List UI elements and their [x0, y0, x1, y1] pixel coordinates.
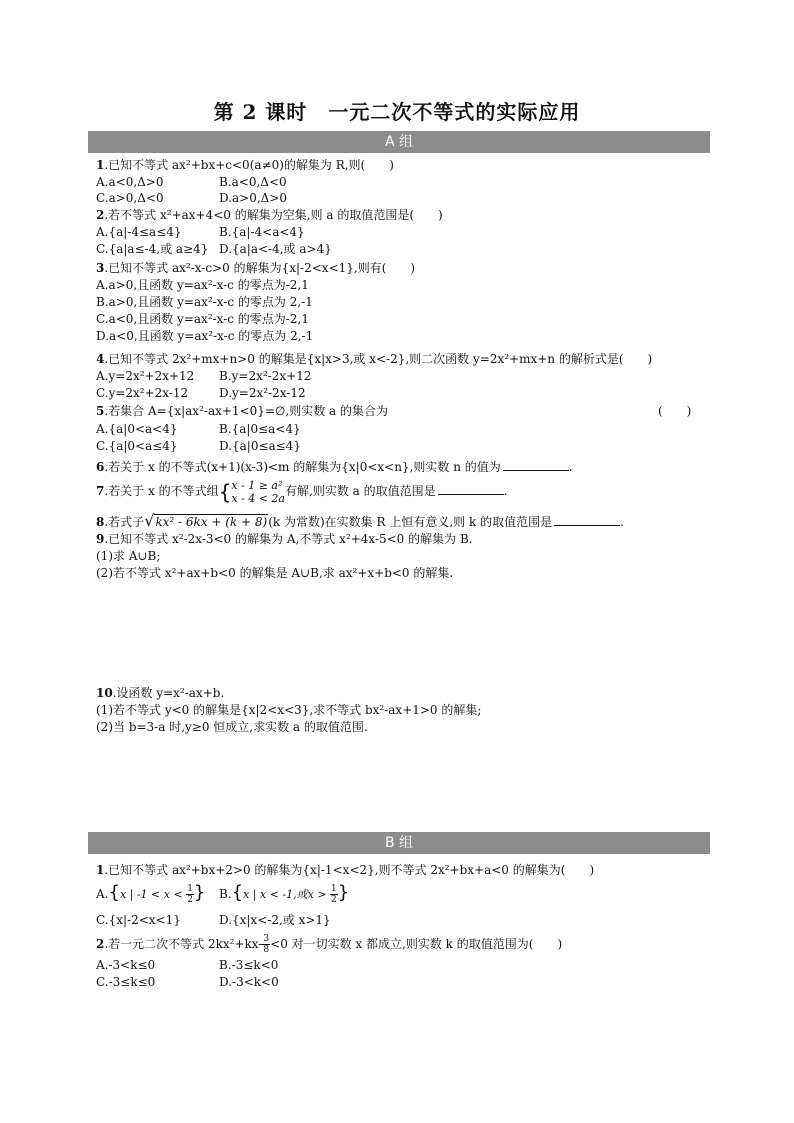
a-q6-stem: [96, 459, 573, 475]
a-q4-num: 4: [96, 352, 105, 366]
a-q7-pre: .若关于 x 的不等式组: [104, 484, 219, 498]
a-q1-option-c: C.a>0,Δ<0: [96, 191, 164, 205]
a-q5-option-a: A.{a|0<a<4}: [96, 422, 178, 436]
a-q7-row1: x - 1 ≥ a²: [231, 478, 283, 492]
a-q7-num: 7: [96, 484, 105, 498]
b-q1-option-b-frac-den: 2: [331, 895, 337, 905]
a-q8-stem: [96, 511, 624, 533]
a-q7-stem: [96, 474, 507, 508]
a-q1-option-d: D.a>0,Δ>0: [219, 191, 288, 205]
a-q2-option-c: C.{a|a≤-4,或 a≥4}: [96, 242, 209, 256]
a-q1-text: .已知不等式 ax²+bx+c<0(a≠0)的解集为 R,则( ): [104, 158, 394, 172]
a-q10-part1: (1)若不等式 y<0 的解集是{x|2<x<3},求不等式 bx²-ax+1>0 的解集;: [96, 703, 482, 717]
a-q1-option-a: A.a<0,Δ>0: [96, 175, 164, 189]
b-q1-num: 1: [96, 863, 105, 877]
a-q3-stem: [96, 260, 415, 276]
b-q1-option-b-left-brace: {: [231, 882, 244, 903]
a-q9-text: .已知不等式 x²-2x-3<0 的解集为 A,不等式 x²+4x-5<0 的解集为 B.: [104, 532, 473, 546]
a-q10-stem: [96, 685, 224, 701]
b-q1-option-b-label: B.: [219, 887, 232, 901]
a-q4-option-a: A.y=2x²+2x+12: [96, 369, 195, 383]
b-q1-option-b-right-brace: }: [337, 882, 350, 903]
a-q2-option-a: A.{a|-4≤a≤4}: [96, 225, 182, 239]
b-q2-option-a: A.-3<k≤0: [96, 958, 156, 972]
a-q6-answer-blank: [503, 459, 569, 471]
group-b-banner: B 组: [88, 832, 710, 854]
b-q2-text-post: <0 对一切实数 x 都成立,则实数 k 的取值范围为( ): [270, 937, 563, 951]
a-q6-end: .: [568, 460, 573, 474]
a-q3-text: .已知不等式 ax²-x-c>0 的解集为{x|-2<x<1},则有( ): [104, 261, 416, 275]
a-q6-text: .若关于 x 的不等式(x+1)(x-3)<m 的解集为{x|0<x<n},则实数 n 的值为: [104, 460, 501, 474]
b-q2-stem: [96, 932, 562, 956]
a-q4-option-c: C.y=2x²+2x-12: [96, 386, 189, 400]
b-q2-fraction: [262, 934, 270, 955]
a-q3-option-d: D.a<0,且函数 y=ax²-x-c 的零点为 2,-1: [96, 329, 314, 343]
b-q1-option-a-frac-num: 1: [187, 884, 193, 894]
a-q2-stem: [96, 207, 443, 223]
a-q8-num: 8: [96, 515, 105, 529]
b-q1-option-b-set: x | x < -1,或x >: [243, 888, 331, 901]
a-q5-text: .若集合 A={x|ax²-ax+1<0}=∅,则实数 a 的集合为: [104, 404, 388, 418]
a-q8-post: (k 为常数)在实数集 R 上恒有意义,则 k 的取值范围是: [268, 515, 553, 529]
a-q9-num: 9: [96, 532, 105, 546]
a-q4-option-d: D.y=2x²-2x-12: [219, 386, 306, 400]
a-q6-num: 6: [96, 460, 105, 474]
a-q1-num: 1: [96, 158, 105, 172]
a-q5-option-c: C.{a|0<a≤4}: [96, 439, 178, 453]
a-q1-stem: [96, 157, 394, 173]
b-q1-option-b: [219, 880, 349, 906]
b-q2-option-c: C.-3≤k≤0: [96, 975, 156, 989]
a-q4-option-b: B.y=2x²-2x+12: [219, 369, 312, 383]
a-q7-answer-blank: [438, 483, 504, 495]
a-q2-option-d: D.{a|a<-4,或 a>4}: [219, 242, 332, 256]
b-q1-option-a-right-brace: }: [193, 882, 206, 903]
a-q8-pre: .若式子: [104, 515, 145, 529]
b-q1-option-d: D.{x|x<-2,或 x>1}: [219, 913, 331, 927]
a-q7-brace: {: [218, 479, 232, 504]
b-q2-option-b: B.-3≤k<0: [219, 958, 279, 972]
b-q1-option-a-left-brace: {: [108, 882, 120, 903]
a-q8-radicand: kx² - 6kx + (k + 8): [155, 515, 268, 529]
a-q8-sqrt-icon: √: [144, 511, 155, 530]
b-q1-option-b-frac-num: 1: [331, 884, 337, 894]
a-q4-text: .已知不等式 2x²+mx+n>0 的解集是{x|x>3,或 x<-2},则二次函数 y=2x²+mx+n 的解析式是( ): [104, 352, 653, 366]
a-q2-text: .若不等式 x²+ax+4<0 的解集为空集,则 a 的取值范围是( ): [104, 208, 443, 222]
b-q1-option-b-fraction: [330, 884, 338, 905]
b-q1-option-a-frac-den: 2: [187, 895, 193, 905]
b-q1-text: .已知不等式 ax²+bx+2>0 的解集为{x|-1<x<2},则不等式 2x²+bx+a<0 的解集为( ): [104, 863, 595, 877]
b-q2-option-d: D.-3<k<0: [219, 975, 279, 989]
a-q3-option-a: A.a>0,且函数 y=ax²-x-c 的零点为-2,1: [96, 278, 309, 292]
a-q10-text: .设函数 y=x²-ax+b.: [112, 686, 225, 700]
a-q1-option-b: B.a<0,Δ<0: [219, 175, 287, 189]
a-q5-stem: [96, 403, 388, 419]
a-q8-answer-blank: [554, 514, 620, 526]
a-q9-part2: (2)若不等式 x²+ax+b<0 的解集是 A∪B,求 ax²+x+b<0 的解集.: [96, 566, 454, 580]
a-q4-stem: [96, 351, 652, 367]
a-q3-option-b: B.a>0,且函数 y=ax²-x-c 的零点为 2,-1: [96, 295, 313, 309]
b-q1-option-c: C.{x|-2<x<1}: [96, 913, 181, 927]
page-title: 第 2 课时 一元二次不等式的实际应用: [213, 100, 581, 124]
a-q3-num: 3: [96, 261, 105, 275]
b-q1-stem: [96, 862, 594, 878]
a-q7-end: .: [503, 484, 508, 498]
a-q9-stem: [96, 531, 473, 547]
a-q2-option-b: B.{a|-4<a<4}: [219, 225, 305, 239]
b-q1-option-a-label: A.: [96, 887, 109, 901]
a-q7-post: 有解,则实数 a 的取值范围是: [285, 484, 436, 498]
a-q10-num: 10: [96, 686, 113, 700]
a-q3-option-c: C.a<0,且函数 y=ax²-x-c 的零点为-2,1: [96, 312, 309, 326]
b-q2-frac-num: 3: [263, 934, 270, 944]
b-q1-option-a-set: x | -1 < x <: [119, 888, 187, 901]
a-q5-num: 5: [96, 404, 105, 418]
a-q9-part1: (1)求 A∪B;: [96, 549, 161, 563]
b-q2-num: 2: [96, 937, 105, 951]
a-q7-system: [231, 479, 285, 505]
a-q7-row2: x - 4 < 2a: [231, 491, 285, 505]
b-q2-frac-den: 8: [263, 945, 270, 955]
a-q8-end: .: [620, 515, 624, 529]
a-q5-answer-paren: ( ): [658, 404, 692, 418]
group-a-banner: A 组: [88, 131, 710, 153]
b-q1-option-a-fraction: [186, 884, 194, 905]
a-q5-option-b: B.{a|0≤a<4}: [219, 422, 301, 436]
a-q2-num: 2: [96, 208, 105, 222]
a-q10-part2: (2)当 b=3-a 时,y≥0 恒成立,求实数 a 的取值范围.: [96, 720, 368, 734]
b-q2-text-pre: .若一元二次不等式 2kx²+kx-: [104, 937, 263, 951]
b-q1-option-a: [96, 880, 205, 906]
a-q5-option-d: D.{a|0≤a≤4}: [219, 439, 302, 453]
